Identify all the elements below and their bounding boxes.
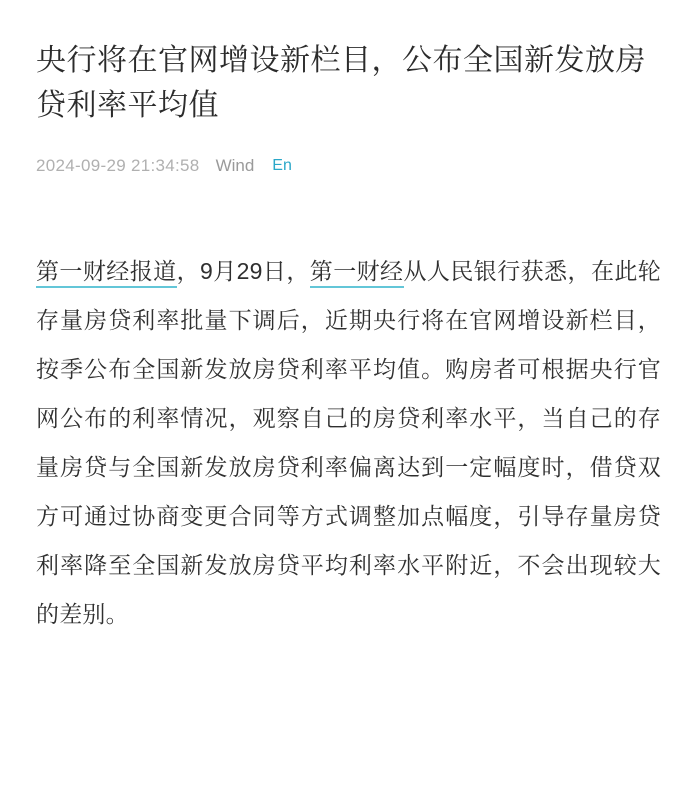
entity-tag-link[interactable]: 第一财经 (310, 258, 404, 288)
body-text-segment: ，9月29日， (176, 258, 310, 284)
publish-timestamp: 2024-09-29 21:34:58 (36, 156, 200, 175)
article-body (36, 247, 661, 639)
language-toggle-link[interactable]: En (272, 157, 292, 174)
source-label: Wind (215, 156, 255, 175)
meta-divider (36, 204, 661, 205)
body-text-segment: 从人民银行获悉，在此轮存量房贷利率批量下调后，近期央行将在官网增设新栏目，按季公布全国新发放房贷利率平均值。购房者可根据央行官网公布的利率情况，观察自己的房贷利率水平，当自己的存量房贷与全国新发放房贷利率偏离达到一定幅度时，借贷双方可通过协商变更合同等方式调整加点幅度，引导存量房贷利率降至全国新发放房贷平均利率水平附近，不会出现较大的差别。 (36, 258, 662, 627)
entity-tag-link[interactable]: 第一财经报道 (36, 258, 177, 288)
page-title: 央行将在官网增设新栏目，公布全国新发放房贷利率平均值 (36, 44, 646, 122)
article-meta (36, 154, 661, 178)
